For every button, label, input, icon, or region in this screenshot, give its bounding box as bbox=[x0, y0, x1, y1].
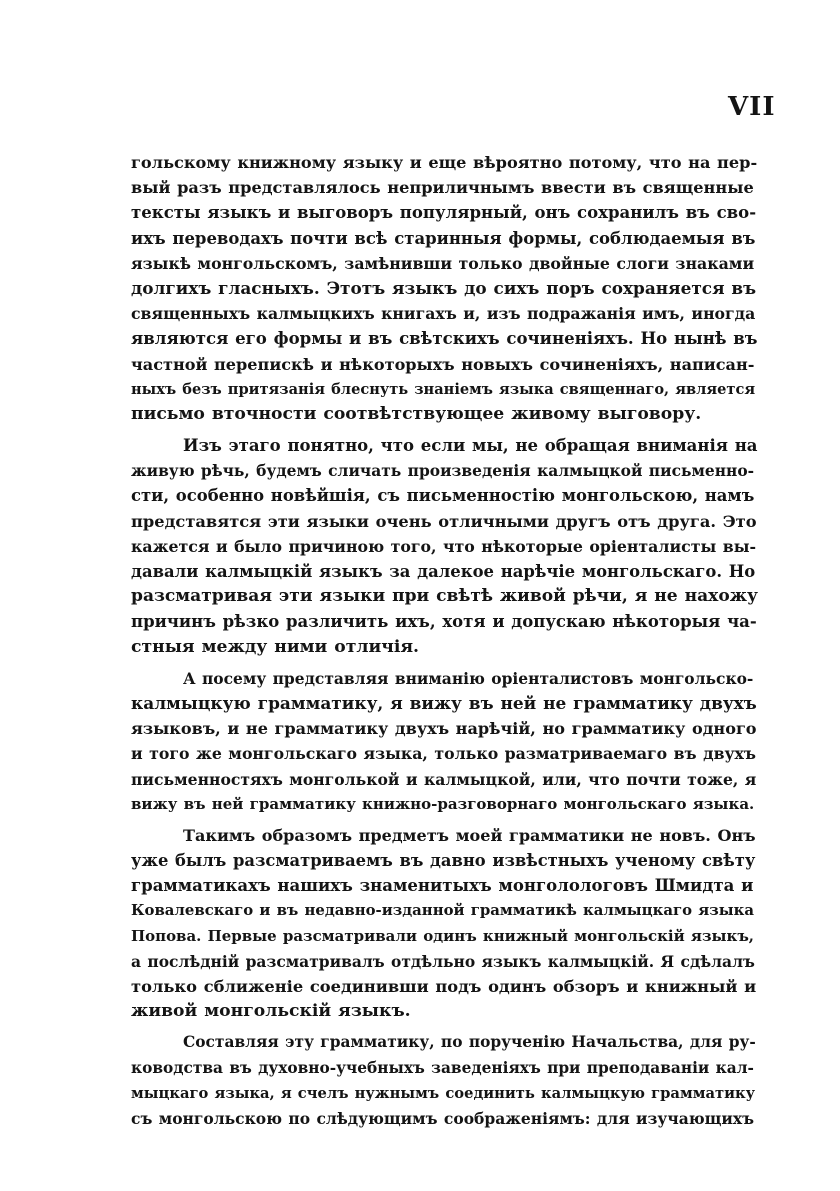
text-line: являются его формы и въ свѣтскихъ сочиненіяхъ. Но нынѣ въ bbox=[131, 328, 758, 349]
paragraph bbox=[131, 150, 758, 427]
paragraph bbox=[131, 433, 758, 660]
text-line: тексты языкъ и выговоръ популярный, онъ сохранилъ въ сво- bbox=[131, 202, 757, 223]
text-line: вижу въ ней грамматику книжно-разговорнаго монгольскаго языка. bbox=[131, 794, 755, 813]
text-line: Такимъ образомъ предметъ моей грамматики не новъ. Онъ bbox=[183, 825, 756, 845]
text-line: сти, особенно новѣйшія, съ письменностію монгольскою, намъ bbox=[131, 486, 755, 506]
text-line: священныхъ калмыцкихъ книгахъ и, изъ подражанія имъ, иногда bbox=[131, 304, 756, 324]
text-line: разсматривая эти языки при свѣтѣ живой рѣчи, я не нахожу bbox=[131, 586, 758, 607]
text-line: языкѣ монгольскомъ, замѣнивши только двойные слоги знаками bbox=[131, 253, 755, 273]
body-text bbox=[131, 150, 758, 1131]
text-line: давали калмыцкій языкъ за далекое нарѣчіе монгольскаго. Но bbox=[131, 562, 756, 581]
text-line: только сближеніе соединивши подъ одинъ обзоръ и книжный и bbox=[131, 977, 757, 996]
page-number: VII bbox=[728, 92, 776, 122]
text-line: Изъ этаго понятно, что если мы, не обращая вниманія на bbox=[183, 435, 758, 456]
text-line: и того же монгольскаго языка, только разматриваемаго въ двухъ bbox=[131, 744, 756, 764]
text-line: ководства въ духовно-учебныхъ заведеніяхъ при преподаваніи кал- bbox=[131, 1058, 754, 1077]
text-line: стныя между ними отличія. bbox=[131, 636, 420, 657]
text-line: частной перепискѣ и нѣкоторыхъ новыхъ сочиненіяхъ, написан- bbox=[131, 354, 755, 374]
text-line: а послѣдній разсматривалъ отдѣльно языкъ калмыцкій. Я сдѣлалъ bbox=[131, 951, 755, 971]
text-line: причинъ рѣзко различить ихъ, хотя и допускаю нѣкоторыя ча- bbox=[131, 612, 757, 632]
text-line: вый разъ представлялось неприличнымъ ввести въ священные bbox=[131, 178, 754, 198]
text-line: долгихъ гласныхъ. Этотъ языкъ до сихъ поръ сохраняется въ bbox=[131, 277, 757, 298]
text-line: ихъ переводахъ почти всѣ старинныя формы, соблюдаемыя въ bbox=[131, 228, 756, 248]
text-line: Ковалевскаго и въ недавно-изданной грамматикѣ калмыцкаго языка bbox=[131, 901, 755, 920]
paragraph bbox=[131, 823, 757, 1025]
text-line: А посему представляя вниманію оріенталистовъ монгольско- bbox=[183, 668, 754, 688]
text-line: письменностяхъ монголькой и калмыцкой, или, что почти тоже, я bbox=[131, 769, 757, 789]
text-line: съ монгольскою по слѣдующимъ соображеніямъ: для изучающихъ bbox=[131, 1108, 755, 1128]
text-line: Попова. Первые разсматривали одинъ книжный монгольскій языкъ, bbox=[131, 926, 755, 945]
text-line: живой монгольскій языкъ. bbox=[131, 1001, 411, 1022]
text-line: мыцкаго языка, я счелъ нужнымъ соединить калмыцкую грамматику bbox=[131, 1084, 756, 1102]
text-line: представятся эти языки очень отличными другъ отъ друга. Это bbox=[131, 511, 757, 531]
text-line: уже былъ разсматриваемъ въ давно извѣстныхъ ученому свѣту bbox=[131, 851, 756, 871]
text-line: ныхъ безъ притязанія блеснуть знаніемъ языка священнаго, является bbox=[131, 380, 756, 398]
text-line: языковъ, и не грамматику двухъ нарѣчій, но грамматику одного bbox=[131, 719, 757, 739]
paragraph bbox=[131, 666, 757, 817]
paragraph bbox=[131, 1030, 756, 1131]
text-line: живую рѣчь, будемъ сличать произведенія калмыцкой письменно- bbox=[131, 461, 755, 481]
text-line: гольскому книжному языку и еще вѣроятно потому, что на пер- bbox=[131, 153, 758, 172]
text-line: Составляя эту грамматику, по порученію Начальства, для ру- bbox=[183, 1033, 756, 1052]
text-line: калмыцкую грамматику, я вижу въ ней не грамматику двухъ bbox=[131, 692, 757, 713]
text-line: грамматикахъ нашихъ знаменитыхъ монголологовъ Шмидта и bbox=[131, 875, 754, 896]
text-line: кажется и было причиною того, что нѣкоторые оріенталисты вы- bbox=[131, 536, 757, 556]
text-line: письмо вточности соотвѣтствующее живому выговору. bbox=[131, 403, 702, 424]
